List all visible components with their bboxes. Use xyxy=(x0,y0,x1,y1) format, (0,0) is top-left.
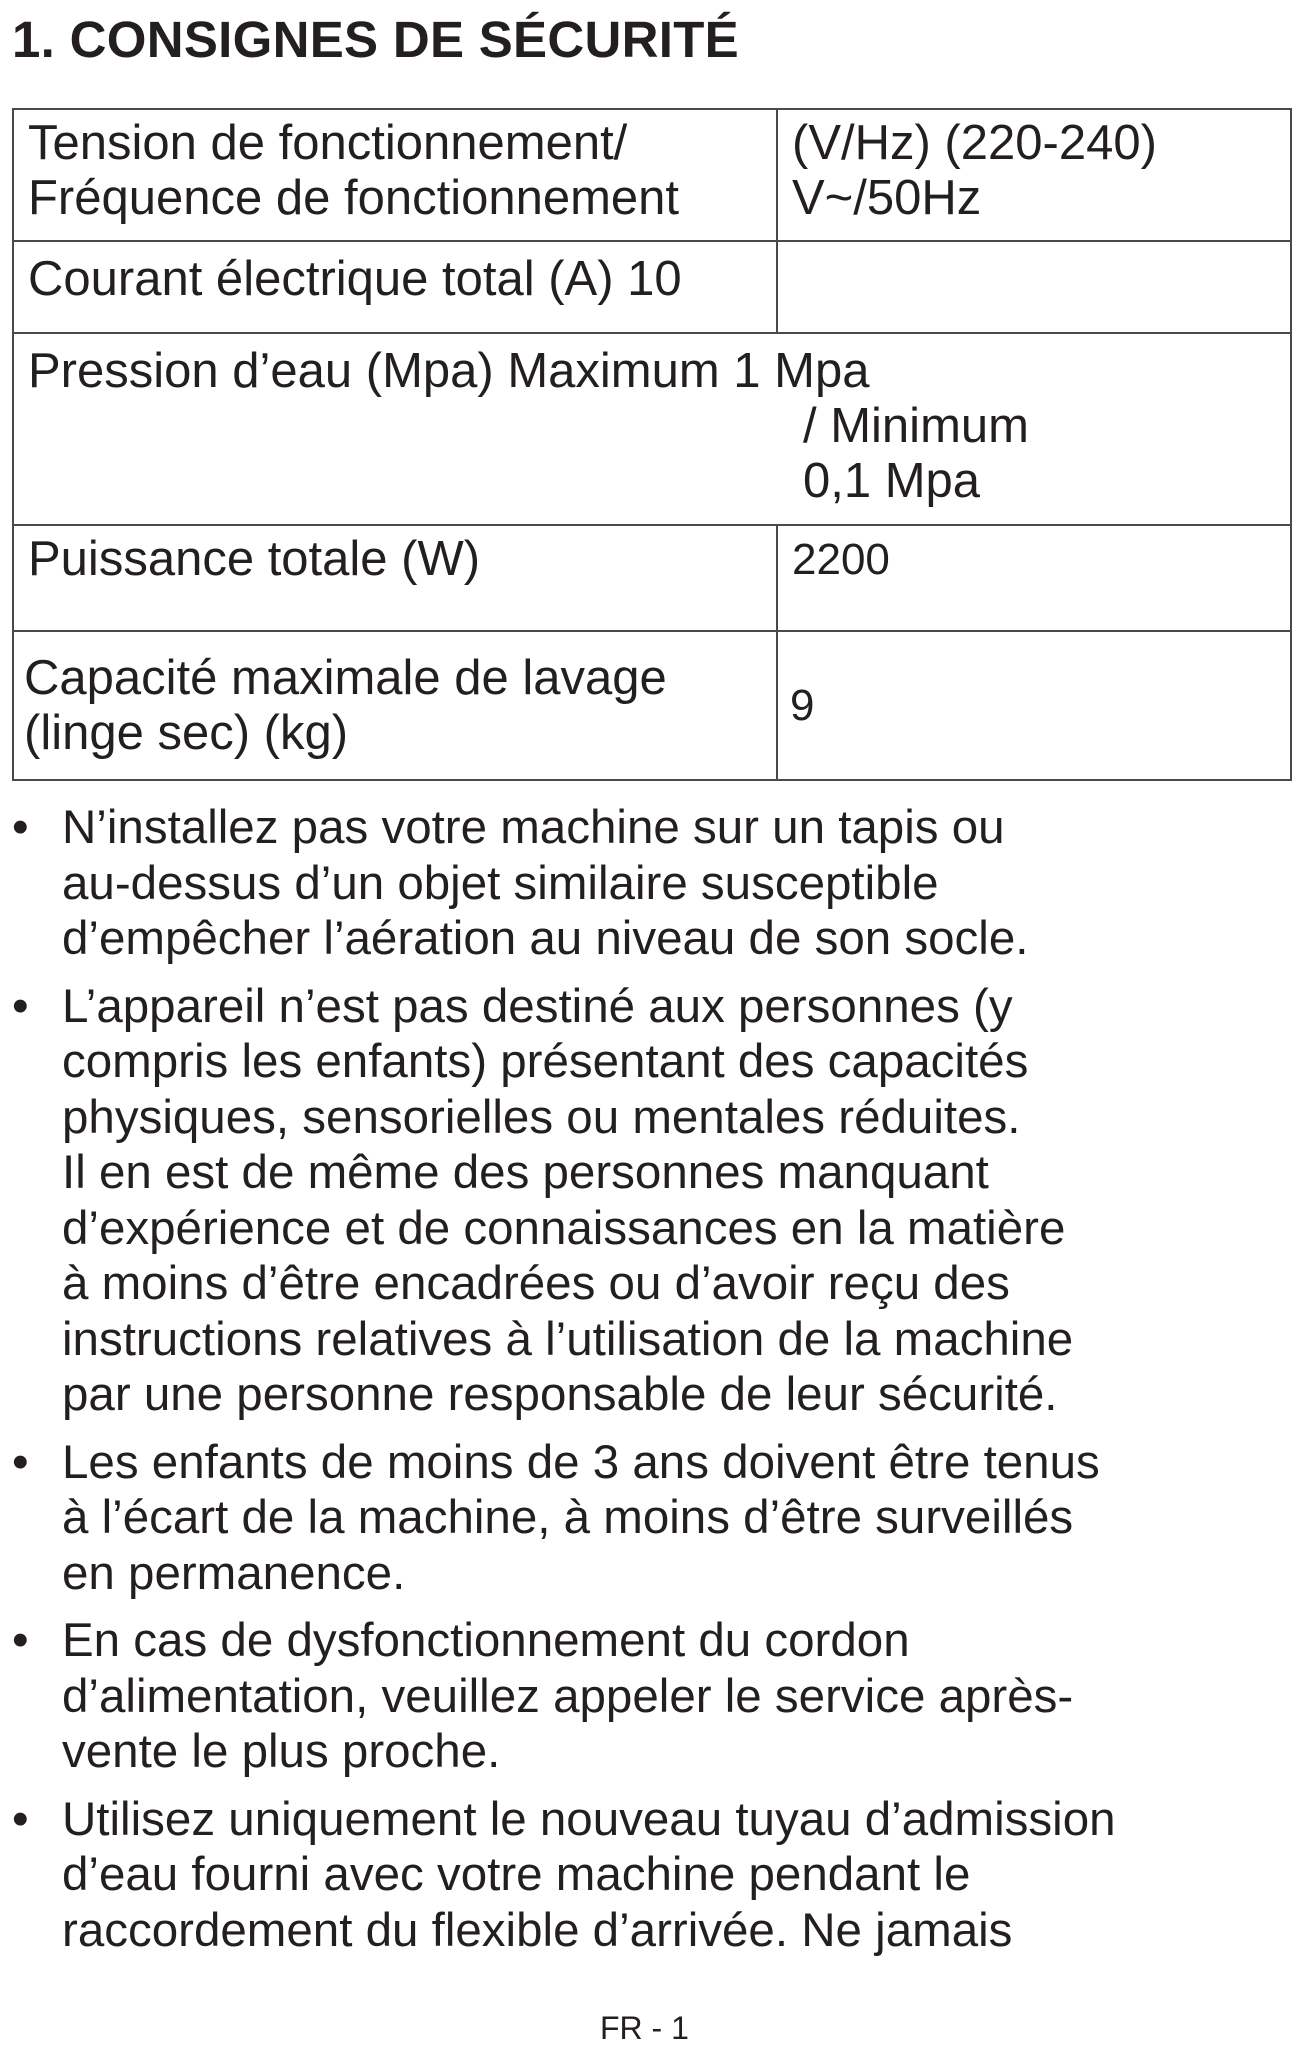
table-row-voltage xyxy=(13,109,1291,241)
voltage-label-line: Tension de fonctionnement/ xyxy=(28,116,628,170)
voltage-value-line: (V/Hz) (220-240) xyxy=(792,116,1157,170)
list-item xyxy=(12,979,1302,1423)
list-item-line: à moins d’être encadrées ou d’avoir reçu des xyxy=(62,1257,1010,1310)
list-item-line: en permanence. xyxy=(62,1546,406,1600)
list-item xyxy=(12,1792,1302,1959)
current-value-cell xyxy=(777,241,1291,333)
list-item-line: d’empêcher l’aération au niveau de son socle. xyxy=(62,912,1029,965)
page-title: 1. CONSIGNES DE SÉCURITÉ xyxy=(12,11,740,68)
list-item-line: physiques, sensorielles ou mentales réduites. xyxy=(62,1090,1021,1144)
list-item-line: compris les enfants) présentant des capacités xyxy=(62,1035,1029,1088)
list-item-line: Il en est de même des personnes manquant xyxy=(62,1146,989,1199)
list-item-line: N’installez pas votre machine sur un tapis ou xyxy=(62,801,1005,854)
list-item-line: à l’écart de la machine, à moins d’être surveillés xyxy=(62,1491,1074,1544)
table-row-pressure xyxy=(13,333,1291,525)
bullet-icon: • xyxy=(12,1435,29,1489)
list-item-line: par une personne responsable de leur sécurité. xyxy=(62,1368,1058,1421)
capacity-label-line-2: (linge sec) (kg) xyxy=(24,705,349,760)
list-item-line: En cas de dysfonctionnement du cordon xyxy=(62,1614,910,1667)
bullet-icon: • xyxy=(12,1792,29,1846)
page-number: FR - 1 xyxy=(600,2010,689,2046)
current-label-cell: Courant électrique total (A) 10 xyxy=(13,241,777,333)
pressure-line-3: 0,1 Mpa xyxy=(803,454,981,508)
bullet-icon: • xyxy=(12,801,29,854)
list-item-line: d’alimentation, veuillez appeler le service après- xyxy=(62,1669,1074,1723)
list-item xyxy=(12,1613,1302,1780)
power-value-cell: 2200 xyxy=(777,525,1291,631)
voltage-value-cell xyxy=(777,109,1291,241)
list-item xyxy=(12,800,1302,967)
list-item-line: d’expérience et de connaissances en la matière xyxy=(62,1201,1066,1255)
list-item xyxy=(12,1435,1302,1602)
bullet-icon: • xyxy=(12,1614,29,1667)
capacity-label-cell xyxy=(13,631,777,780)
pressure-line-2: / Minimum xyxy=(803,399,1029,453)
list-item-line: au-dessus d’un objet similaire susceptible xyxy=(62,856,939,910)
table-row-power xyxy=(13,525,1291,631)
list-item-line: raccordement du flexible d’arrivée. Ne jamais xyxy=(62,1903,1013,1957)
power-label-cell: Puissance totale (W) xyxy=(13,525,777,631)
pressure-cell xyxy=(13,333,1291,525)
voltage-label-cell xyxy=(13,109,777,241)
frequency-value-line: V~/50Hz xyxy=(792,171,982,225)
capacity-label-line-1: Capacité maximale de lavage xyxy=(24,650,667,705)
frequency-label-line: Fréquence de fonctionnement xyxy=(28,171,680,225)
list-item-line: Les enfants de moins de 3 ans doivent être tenus xyxy=(62,1435,1100,1489)
list-item-line: Utilisez uniquement le nouveau tuyau d’admission xyxy=(62,1792,1116,1846)
list-item-line: vente le plus proche. xyxy=(62,1725,501,1778)
safety-instructions-list xyxy=(12,800,1302,1970)
bullet-icon: • xyxy=(12,979,29,1033)
specifications-table xyxy=(12,108,1292,781)
pressure-line-1: Pression d’eau (Mpa) Maximum 1 Mpa xyxy=(28,344,870,398)
capacity-value-cell: 9 xyxy=(777,631,1291,780)
table-row-capacity xyxy=(13,631,1291,780)
list-item-line: instructions relatives à l’utilisation de la machine xyxy=(62,1312,1074,1366)
table-row-current xyxy=(13,241,1291,333)
list-item-line: L’appareil n’est pas destiné aux personnes (y xyxy=(62,979,1013,1033)
list-item-line: d’eau fourni avec votre machine pendant le xyxy=(62,1848,971,1901)
